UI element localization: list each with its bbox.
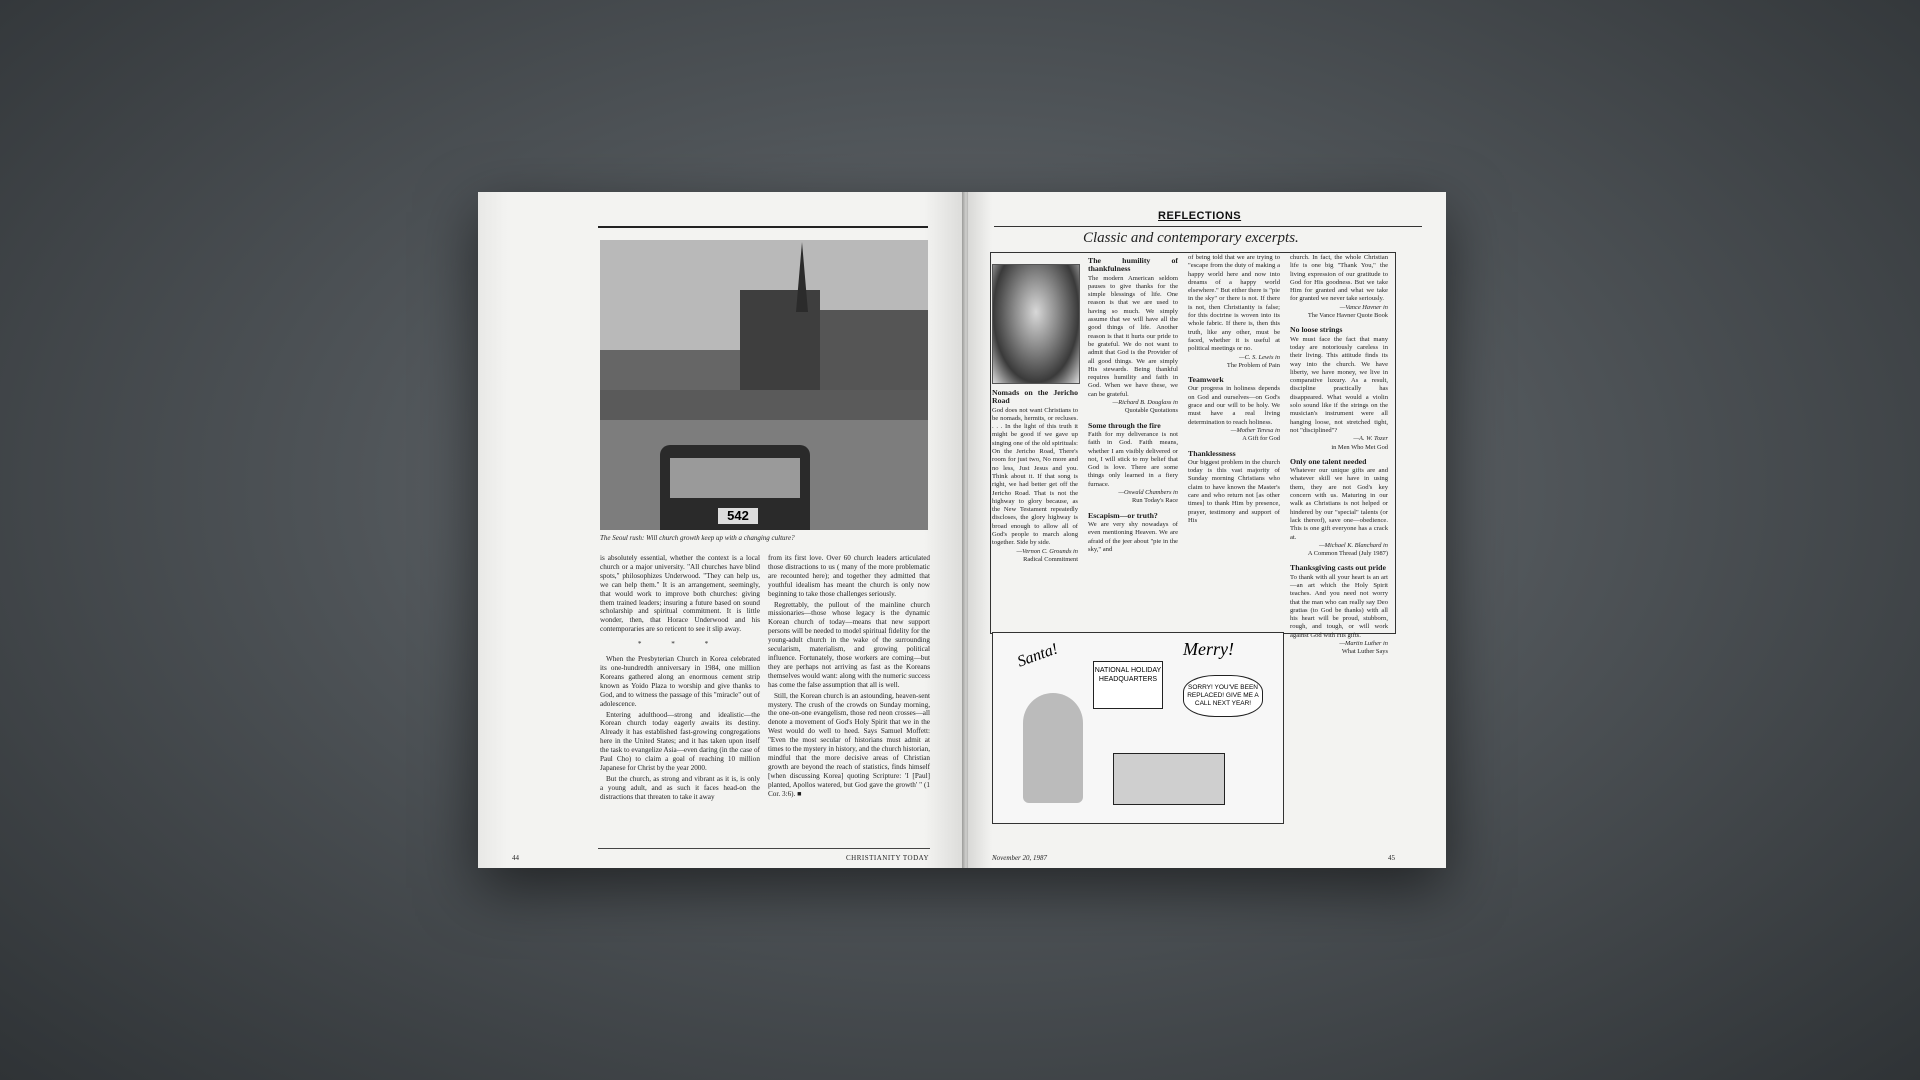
excerpt-attribution: —Oswald Chambers in Run Today's Race <box>1118 489 1178 505</box>
magazine-name: CHRISTIANITY TODAY <box>846 854 930 862</box>
excerpts-box <box>990 252 1396 634</box>
excerpt-heading: Thanklessness <box>1188 448 1236 458</box>
cartoon-desk <box>1113 753 1225 805</box>
church-spire <box>796 242 808 312</box>
section-title: REFLECTIONS <box>1158 210 1242 222</box>
paragraph: Regrettably, the pullout of the mainline church missionaries—those whose legacy is the dynamic Korean church of today—means that new support persons will be needed to model spiritual fidelity for the young-adult church in the wake of the surrounding secularism, materialism, and growing political influence. Fortunately, those workers are coming—but they are perhaps not arriving as fast as the Koreans themselves would want: along with the numeric success has come the false assumption that all is well. <box>768 600 930 689</box>
bus-number: 542 <box>718 508 758 524</box>
header-rule <box>994 226 1422 227</box>
paragraph: is absolutely essential, whether the context is a local church or a major university. "All churches have blind spots," philosophizes Underwood. "They can help us, we can help them." It is an arrangement, seemingly, that would work to improve both churches: giving them trained leaders; insuring a future based on sound scholarship and spiritual commitment. It is little wonder, then, that Horace Underwood and his contemporaries are so reticent to see it slip away. <box>600 554 760 634</box>
excerpt-text: Our progress in holiness depends on God and ourselves—on God's grace and our will to be holy. We must have a real living determination to reach holiness. <box>1188 385 1280 426</box>
excerpt-heading: Escapism—or truth? <box>1088 510 1158 520</box>
footer-rule <box>598 848 930 849</box>
excerpt-attribution: —Vance Havner in The Vance Havner Quote Book <box>1307 303 1388 320</box>
excerpt-heading: Teamwork <box>1188 375 1224 385</box>
excerpt-text: church. In fact, the whole Christian life is one big "Thank You," the living expression of our gratitude to God for His goodness. But we take Him for granted and what we take for granted we never take seriously. <box>1290 254 1388 303</box>
paragraph: from its first love. Over 60 church leaders articulated those distractions to us ( many of the more problematic are recounted here); and together they admitted that youthful idealism has meant the church is only now beginning to take those challenges seriously. <box>768 554 930 598</box>
paragraph: When the Presbyterian Church in Korea celebrated its one-hundredth anniversary in 1984, one million Koreans gathered along an enormous cement strip known as Yoido Plaza to worship and give thanks to God, and to witness the passage of this "miracle" out of adolescence. <box>600 655 760 708</box>
cartoon-sign: NATIONAL HOLIDAY HEADQUARTERS <box>1093 661 1163 709</box>
excerpt-attribution: —Vernon C. Grounds in Radical Commitment <box>1016 547 1078 563</box>
city-buildings <box>820 310 928 390</box>
page-number: 44 <box>512 854 519 862</box>
low-buildings <box>600 350 740 390</box>
holiday-cartoon <box>992 632 1284 824</box>
excerpt-text: To thank with all your heart is an art—an art which the Holy Spirit teaches. And you need not worry that the man who can really say Deo gratias (to God be thanks) with all his heart will be proud, stubborn, rough, and tough, or will work against God with His gifts. <box>1290 573 1388 639</box>
subtitle: Classic and contemporary excerpts. <box>1083 230 1299 246</box>
excerpt-attribution: —C. S. Lewis in The Problem of Pain <box>1226 353 1280 369</box>
overpass <box>600 390 928 420</box>
excerpt-text: Faith for my deliverance is not faith in God. Faith means, whether I am visibly delivered or not, I will stick to my belief that God is love. There are some things only learned in a fiery furnace. <box>1088 430 1178 488</box>
excerpt-attribution: —Michael K. Blanchard in A Common Thread (July 1987) <box>1307 541 1388 558</box>
paragraph: Entering adulthood—strong and idealistic—the Korean church today eagerly awaits its destiny. Already it has established fast-growing congregations here in the United States; and it has taken upon itself the task to evangelize Asia—even daring (in the case of Paul Cho) to claim a goal of reaching 10 million Japanese for Christ by the year 2000. <box>600 710 760 772</box>
seoul-photo <box>600 240 928 530</box>
photo-caption: The Seoul rush: Will church growth keep up with a changing culture? <box>600 534 795 542</box>
bus-window <box>670 458 800 498</box>
excerpt-heading: Nomads on the Jericho Road <box>992 388 1078 406</box>
page-number: 45 <box>1388 854 1395 862</box>
excerpt-text: Our biggest problem in the church today is this vast majority of Sunday morning Christians who claim to have known the Master's care and who return not [as other times] to thank Him by presence, prayer, testimony and support of His <box>1188 458 1280 524</box>
excerpt-text: Whatever our unique gifts are and whatever skill we have in using them, they are not God's key concern with us. Maturing in our walk as Christians is not helped or hindered by our "special" talents (or lack thereof), save one—obedience. This is one gift everyone has a crack at. <box>1290 467 1388 541</box>
issue-date: November 20, 1987 <box>992 854 1048 862</box>
excerpt-attribution: —Mother Teresa in A Gift for God <box>1230 426 1280 443</box>
excerpt-text: We must face the fact that many today are notoriously careless in their living. This attitude finds its way into the church. We have liberty, we have money, we live in comparative luxury. As a result, discipline practically has disappeared. What would a violin solo sound like if the strings on the musician's instrument were all hanging loose, not stretched tight, not "disciplined"? <box>1290 335 1388 434</box>
paragraph: Still, the Korean church is an astounding, heaven-sent mystery. The crush of the crowds on Sunday morning, the one-on-one evangelism, those red neon crosses—all denote a movement of God's Holy Spirit that we in the West would do well to heed. Says Samuel Moffett: "Even the most secular of historians must admit at times to the mystery in history, and the church historian, mindful that the more decisive areas of Christian growth are beyond the reach of statistics, finds himself [when discussing Korea] quoting Scripture: 'I [Paul] planted, Apollos watered, but God gave the growth' " (1 Cor. 3:6). ■ <box>768 691 930 798</box>
left-page <box>478 192 964 868</box>
cartoon-santa-text: Santa! <box>1015 640 1061 671</box>
excerpt-heading: No loose strings <box>1290 325 1343 335</box>
excerpt-attribution: —A. W. Tozer in Men Who Met God <box>1331 435 1388 451</box>
magazine-spread <box>478 192 1446 868</box>
excerpt-text: of being told that we are trying to "escape from the duty of making a happy world here and now into dreams of a happy world elsewhere." But either there is "pie in the sky" or there is not. If there is not, then Christianity is false; for this doctrine is woven into its whole fabric. If there is, then this truth, like any other, must be faced, whether it is useful at political meetings or no. <box>1188 254 1280 353</box>
excerpt-attribution: —Richard B. Douglass in Quotable Quotations <box>1112 399 1178 415</box>
excerpt-heading: The humility of thankfulness <box>1088 256 1178 274</box>
left-column-2 <box>768 554 930 800</box>
excerpt-attribution: —Martin Luther in What Luther Says <box>1339 640 1388 656</box>
cartoon-santa-figure <box>1023 693 1083 803</box>
cartoon-merry-text: Merry! <box>1183 639 1234 659</box>
excerpt-heading: Some through the fire <box>1088 420 1161 430</box>
paragraph: But the church, as strong and vibrant as it is, is only a young adult, and as such it faces head-on the distractions that threaten to take it away <box>600 774 760 801</box>
excerpt-text: The modern American seldom pauses to give thanks for the simple blessings of life. One reason is that we are used to having so much. We simply assume that we will have all the good things of life. Another reason is that it hurts our pride to be grateful. We do not want to admit that God is the Provider of all good things. We are simply His stewards. Being thankful requires humility and faith in God. When we have these, we can be grateful. <box>1088 274 1178 398</box>
right-page <box>968 192 1446 868</box>
excerpt-text: God does not want Christians to be nomads, hermits, or recluses. . . . In the light of this truth it might be good if we gave up singing one of the old spirituals: On the Jericho Road, There's room for just two, No more and no less, Just Jesus and you. Think about it. If that song is right, we had better get off the Jericho Road. That is not the highway to glory because, as the New Testament repeatedly discloses, the glory highway is broad enough to allow all of God's people to march along together. Side by side. <box>992 406 1078 547</box>
top-rule <box>598 226 928 228</box>
church-building <box>740 290 820 390</box>
left-column-1 <box>600 554 760 804</box>
excerpt-heading: Only one talent needed <box>1290 456 1367 466</box>
excerpt-text: We are very shy nowadays of even mentioning Heaven. We are afraid of the jeer about "pie in the sky," and <box>1088 520 1178 553</box>
excerpt-heading: Thanksgiving casts out pride <box>1290 563 1386 573</box>
section-break: * * * <box>637 640 723 649</box>
cartoon-speech-balloon: SORRY! YOU'VE BEEN REPLACED! GIVE ME A CALL NEXT YEAR! <box>1183 675 1263 717</box>
